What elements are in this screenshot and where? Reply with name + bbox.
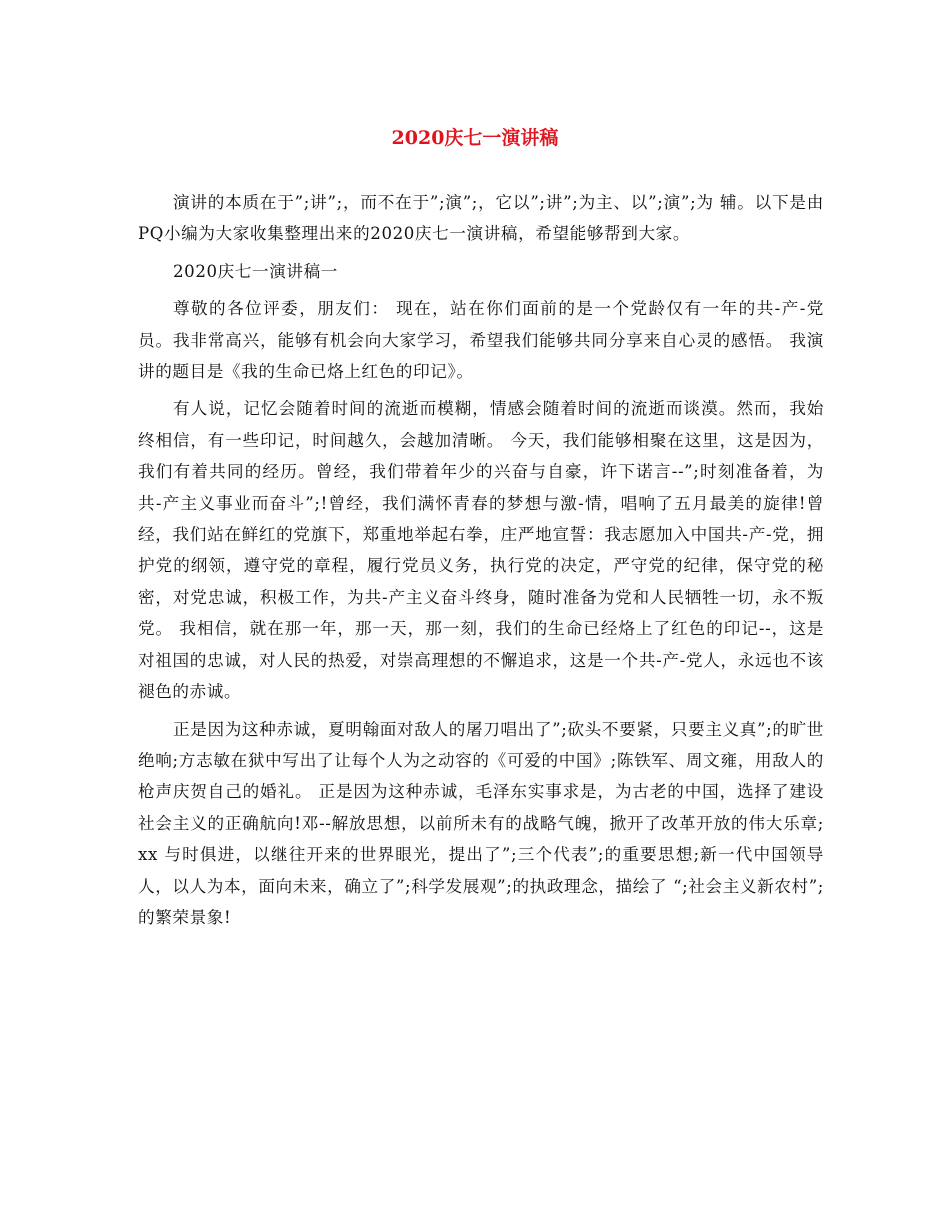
paragraph-intro: 演讲的本质在于”;讲”;，而不在于”;演”;，它以”;讲”;为主、以”;演”;为 辅。以下是由PQ小编为大家收集整理出来的2020庆七一演讲稿，希望能够帮到大家。 <box>138 193 824 244</box>
document-body <box>138 187 824 939</box>
section-heading: 2020庆七一演讲稿一 <box>173 261 338 281</box>
paragraph-memory: 有人说，记忆会随着时间的流逝而模糊，情感会随着时间的流逝而谈漠。然而，我始终相信，有一些印记，时间越久，会越加清晰。 今天，我们能够相聚在这里，这是因为，我们有着共同的经历。曾经，我们带着年少的兴奋与自豪，许下诺言--”;时刻准备着，为共-产主义事业而奋斗”;!曾经，我们满怀青春的梦想与激-情，唱响了五月最美的旋律!曾经，我们站在鲜红的党旗下，郑重地举起右拳，庄严地宣誓：我志愿加入中国共-产-党，拥护党的纲领，遵守党的章程，履行党员义务，执行党的决定，严守党的纪律，保守党的秘密，对党忠诚，积极工作，为共-产主义奋斗终身，随时准备为党和人民牺牲一切，永不叛党。 我相信，就在那一年，那一天，那一刻，我们的生命已经烙上了红色的印记--，这是对祖国的忠诚，对人民的热爱，对崇高理想的不懈追求，这是一个共-产-党人，永远也不该褪色的赤诚。 <box>138 399 824 702</box>
document-title: 2020庆七一演讲稿 <box>391 127 559 149</box>
paragraph-devotion: 正是因为这种赤诚，夏明翰面对敌人的屠刀唱出了”;砍头不要紧，只要主义真”;的旷世绝响;方志敏在狱中写出了让每个人为之动容的《可爱的中国》;陈铁军、周文雍，用敌人的枪声庆贺自己的婚礼。 正是因为这种赤诚，毛泽东实事求是，为古老的中国，选择了建设社会主义的正确航向!邓--解放思想，以前所未有的战略气魄，掀开了改革开放的伟大乐章;xx 与时俱进，以继往开来的世界眼光，提出了”;三个代表”;的重要思想;新一代中国领导人，以人为本，面向未来，确立了”;科学发展观”;的执政理念，描绘了 “;社会主义新农村”;的繁荣景象! <box>138 719 824 927</box>
paragraph-greeting: 尊敬的各位评委，朋友们： 现在，站在你们面前的是一个党龄仅有一年的共-产-党员。我非常高兴，能够有机会向大家学习，希望我们能够共同分享来自心灵的感悟。 我演讲的题目是《我的生命已烙上红色的印记》。 <box>138 299 824 382</box>
